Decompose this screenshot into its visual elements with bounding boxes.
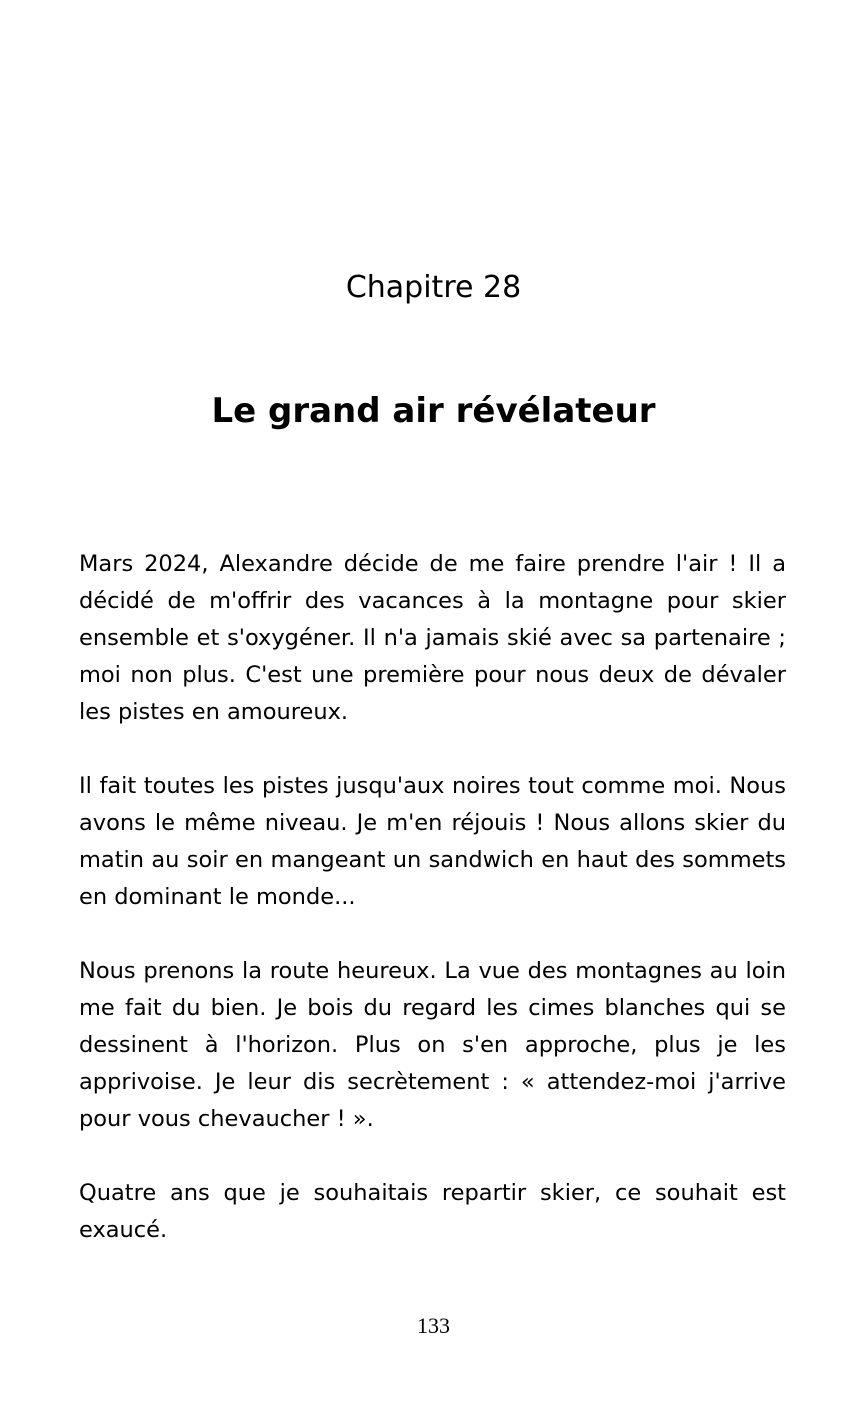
paragraph: Nous prenons la route heureux. La vue des montagnes au loin me fait du bien. Je bois du regard les cimes blanches qui se dessinent à l'horizon. Plus on s'en approche, plus je les apprivoise. Je leur dis secrètement : « attendez-moi j'arrive pour vous chevaucher ! ». [79, 958, 786, 1132]
chapter-body [79, 546, 786, 1286]
chapter-number: Chapitre 28 [345, 270, 522, 305]
paragraph: Mars 2024, Alexandre décide de me faire prendre l'air ! Il a décidé de m'offrir des vacances à la montagne pour skier ensemble et s'oxygéner. Il n'a jamais skié avec sa partenaire ; moi non plus. C'est une première pour nous deux de dévaler les pistes en amoureux. [79, 551, 786, 725]
chapter-title: Le grand air révélateur [211, 391, 656, 431]
page-number: 133 [417, 1313, 450, 1338]
paragraph: Quatre ans que je souhaitais repartir skier, ce souhait est exaucé. [79, 1180, 786, 1243]
paragraph: Il fait toutes les pistes jusqu'aux noires tout comme moi. Nous avons le même niveau. Je m'en réjouis ! Nous allons skier du matin au soir en mangeant un sandwich en haut des sommets en dominant le monde... [79, 773, 786, 910]
